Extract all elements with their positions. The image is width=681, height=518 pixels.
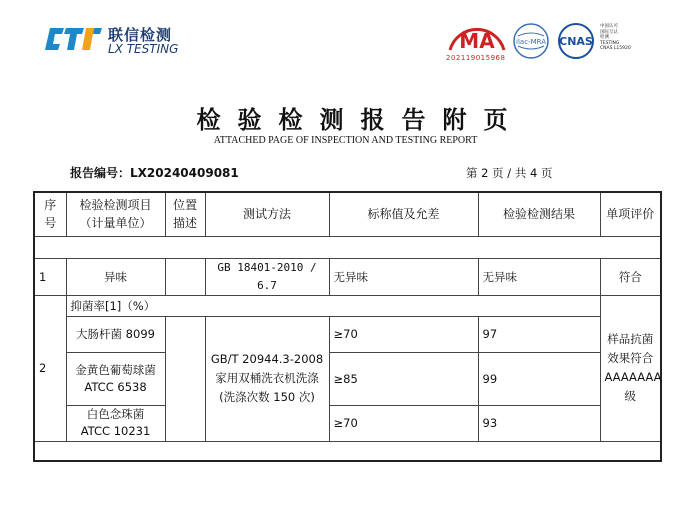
- logo-cn-text: 联信检测: [108, 26, 173, 44]
- row1-method: GB 18401-2010 / 6.7: [205, 258, 329, 295]
- header-item: 检验检测项目（计量单位）: [66, 192, 165, 236]
- row2-seq: 2: [34, 295, 66, 441]
- page-title: 检验检测报告附页: [196, 105, 525, 134]
- cnas-accreditation-text: [600, 24, 631, 52]
- row2-position: [165, 316, 205, 441]
- table-row: [34, 258, 661, 295]
- row2-sub2-result: 99: [478, 352, 600, 405]
- row2-sub2-standard: ≥85: [329, 352, 478, 405]
- row1-standard: 无异味: [329, 258, 478, 295]
- svg-text:MA: MA: [459, 29, 495, 53]
- footer-spacer-cell: [34, 441, 661, 461]
- row2-sub3-standard: ≥70: [329, 405, 478, 441]
- report-number: 报告编号：LX20240409081: [70, 166, 239, 180]
- cnas-line: 检测: [600, 35, 609, 40]
- header-result: 检验检测结果: [478, 192, 600, 236]
- header-method: 测试方法: [205, 192, 329, 236]
- header-evaluation: 单项评价: [600, 192, 661, 236]
- footer-spacer-row: [34, 441, 661, 461]
- cnas-line: CNAS L15920: [600, 46, 631, 51]
- logo-en-text: LX TESTING: [108, 42, 179, 56]
- cnas-line: 国际互认: [600, 29, 618, 35]
- spacer-row: [34, 236, 661, 258]
- row2-method: GB/T 20944.3-2008 家用双桶洗衣机洗涤 (洗涤次数 150 次): [205, 316, 329, 441]
- header-position: 位置描述: [165, 192, 205, 236]
- svg-text:ilac-MRA: ilac-MRA: [516, 38, 546, 46]
- row2-sub2-item: 金黄色葡萄球菌 ATCC 6538: [66, 352, 165, 405]
- page-indicator: 第 2 页 / 共 4 页: [466, 166, 553, 180]
- row1-seq: 1: [34, 258, 66, 295]
- header-standard: 标称值及允差: [329, 192, 478, 236]
- certification-marks: [446, 20, 646, 64]
- row2-evaluation: 样品抗菌效果符合AAAAAAA级: [600, 295, 661, 441]
- row2-sub3-result: 93: [478, 405, 600, 441]
- row2-sub3-item: 白色念珠菌 ATCC 10231: [66, 405, 165, 441]
- row1-position: [165, 258, 205, 295]
- header-seq: 序号: [34, 192, 66, 236]
- cnas-line: TESTING: [600, 40, 620, 46]
- table-row: [34, 405, 661, 441]
- row1-result: 无异味: [478, 258, 600, 295]
- table-row: [34, 295, 661, 316]
- company-logo: [44, 22, 194, 58]
- table-header-row: [34, 192, 661, 236]
- table-row: [34, 352, 661, 405]
- row2-sub1-standard: ≥70: [329, 316, 478, 352]
- cma-logo-icon: [446, 20, 508, 54]
- row2-sub1-item: 大肠杆菌 8099: [66, 316, 165, 352]
- spacer-cell: [34, 236, 661, 258]
- ilac-mra-logo-icon: [512, 22, 550, 60]
- row2-sub1-result: 97: [478, 316, 600, 352]
- results-table: [33, 191, 662, 462]
- row1-item: 异味: [66, 258, 165, 295]
- row1-evaluation: 符合: [600, 258, 661, 295]
- page-subtitle: ATTACHED PAGE OF INSPECTION AND TESTING REPORT: [213, 135, 478, 146]
- cma-number: 202119015968: [446, 54, 506, 62]
- lx-logo-icon: [44, 24, 104, 54]
- cnas-logo-icon: [554, 22, 598, 60]
- row2-group-label: 抑菌率[1]（%）: [66, 295, 600, 316]
- cnas-line: 中国认可: [600, 24, 618, 29]
- table-row: [34, 316, 661, 352]
- svg-text:CNAS: CNAS: [559, 35, 593, 48]
